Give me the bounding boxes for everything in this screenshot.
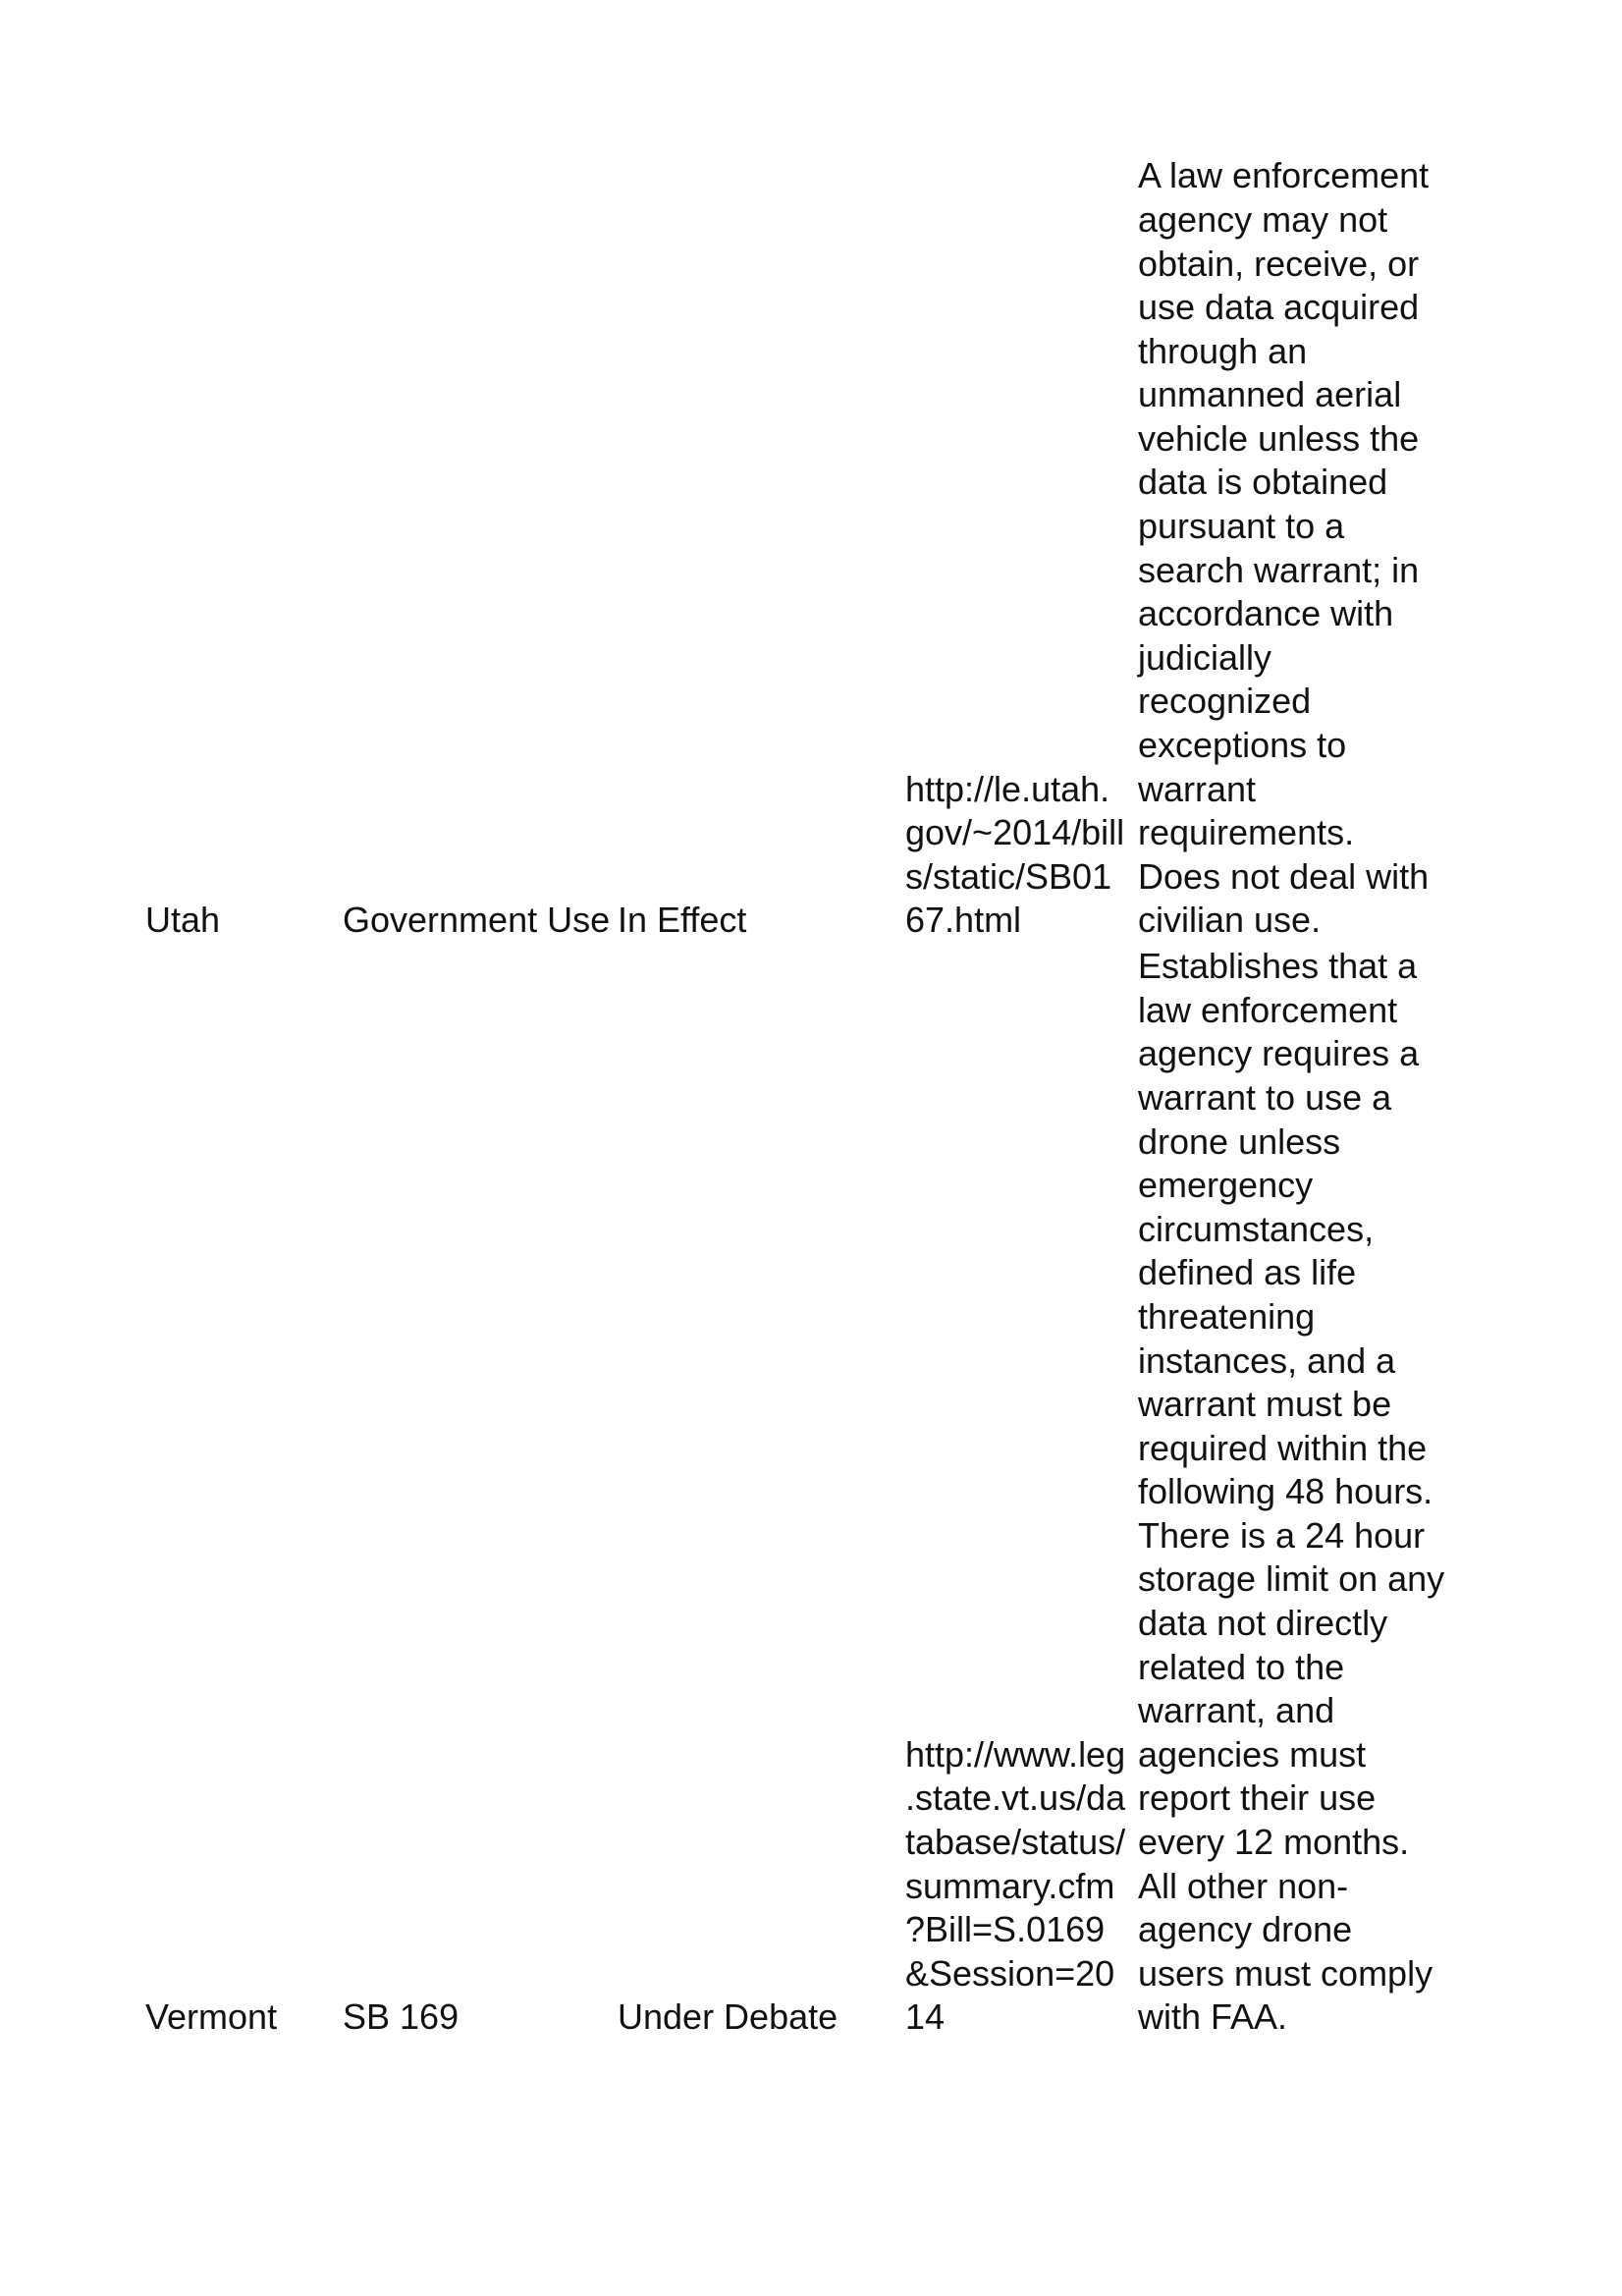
status-cell: Under Debate <box>618 1996 838 2038</box>
table-row <box>0 943 1622 2040</box>
bill-cell: SB 169 <box>343 1996 460 2038</box>
description-cell: A law enforcement agency may not obtain, receive, or use data acquired through an unmanned aerial vehicle unless the data is obtained pursuant to a search warrant; in accordance with judicially recognized exceptions to warrant requirements. Does not deal with civilian use. <box>1138 155 1430 941</box>
description-cell: Establishes that a law enforcement agency requires a warrant to use a drone unless emergency circumstances, defined as life threatening instances, and a warrant must be required within the following 48 hours. There is a 24 hour storage limit on any data not directly related to the warrant, and agencies must report their use every 12 months. All other non- agency drone users must comply with FAA. <box>1138 946 1445 2038</box>
state-cell: Vermont <box>145 1996 278 2038</box>
link-cell[interactable]: http://le.utah. gov/~2014/bill s/static/SB01 67.html <box>905 768 1125 941</box>
status-cell: In Effect <box>618 900 747 941</box>
table-row <box>0 0 1622 943</box>
bill-cell: Government Use <box>343 900 611 941</box>
state-cell: Utah <box>145 900 221 941</box>
link-cell[interactable]: http://www.leg .state.vt.us/da tabase/status/ summary.cfm ?Bill=S.0169 &Session=20 14 <box>905 1733 1126 2038</box>
